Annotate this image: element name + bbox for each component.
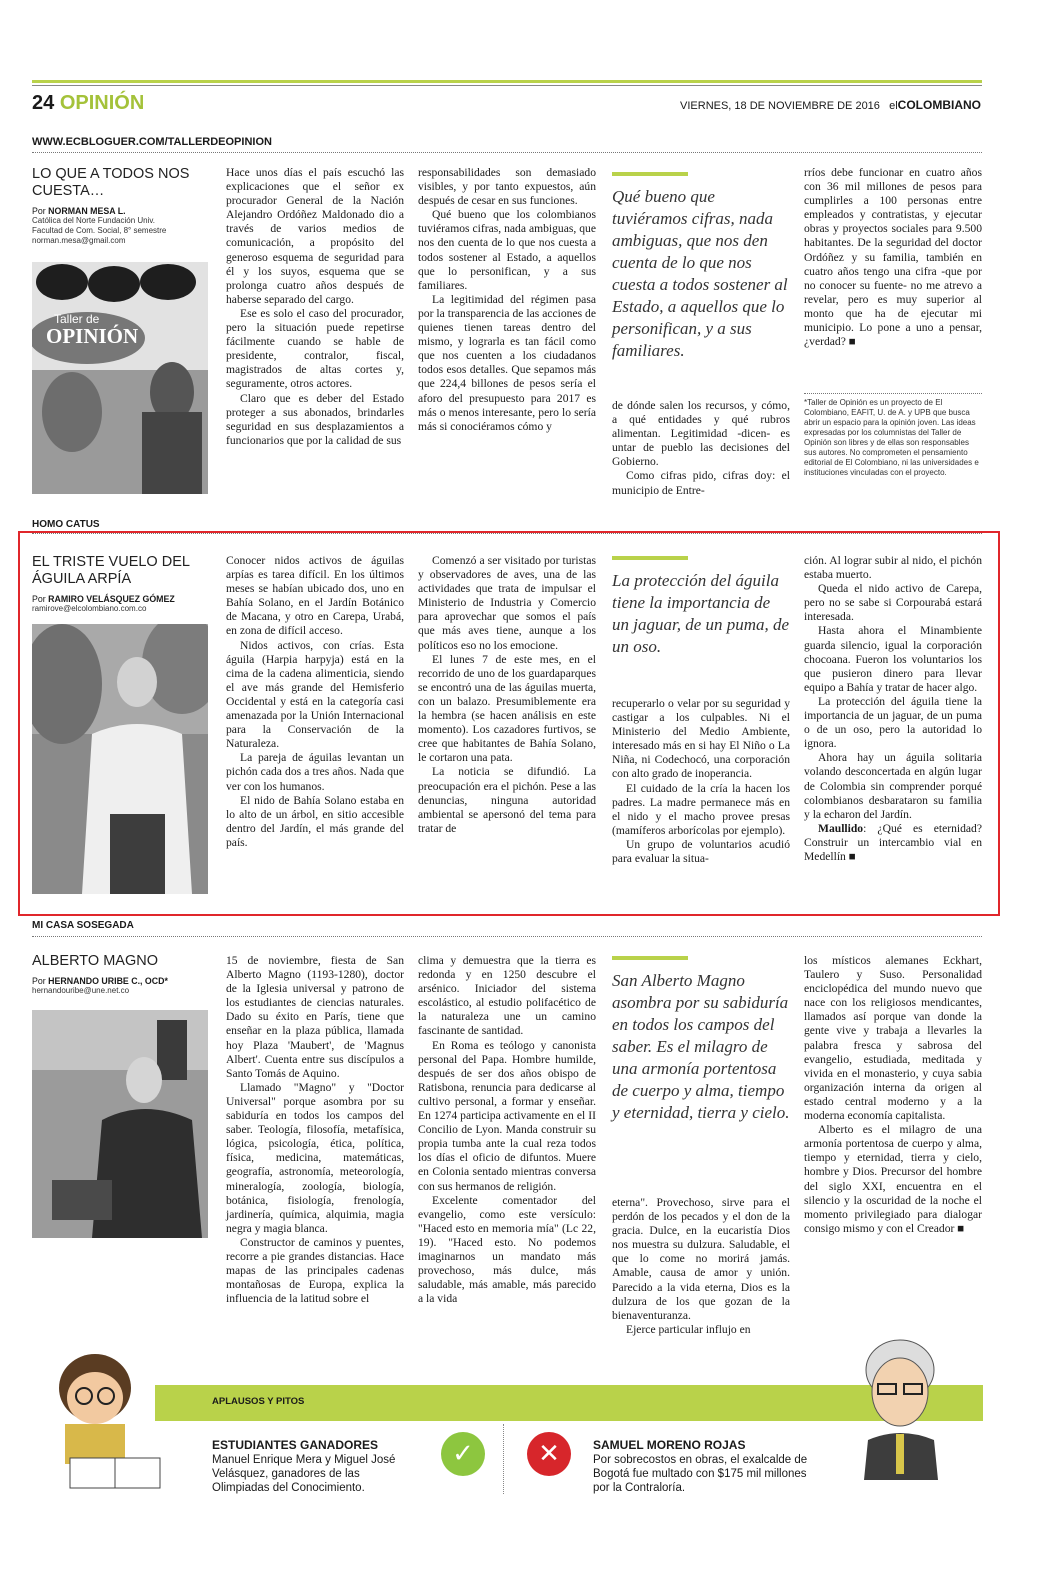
header-accent-line (32, 80, 982, 83)
speech-bubbles-icon (32, 262, 208, 494)
paragraph: de dónde salen los recursos, y cómo, a qué entidades y qué rubros alimentan. Legitimidad -dicen- es untar de pueblo las decisiones del Gobierno. (612, 399, 790, 469)
closing-paragraph (804, 822, 982, 864)
pullquote-text: San Alberto Magno asombra por su sabiduría en todos los campos del saber. Es el milagro de una armonía portentosa de cuerpo y alma, tiempo y eternidad, tierra y cielo. (612, 971, 790, 1122)
blog-url[interactable]: WWW.ECBLOGUER.COM/TALLERDEOPINION (32, 136, 272, 148)
paragraph: Ese es solo el caso del procurador, pero la situación puede repetirse fácilmente cuando se hable de presidente, contralor, fiscal, magistrados de altas cortes y, seguramente, otros actores. (226, 306, 404, 391)
paper-name: COLOMBIANO (897, 98, 981, 112)
article1-affiliation1: Católica del Norte Fundación Univ. (32, 216, 156, 225)
paragraph: Un grupo de voluntarios acudió para evaluar la situa- (612, 837, 790, 866)
applause-good-text: Manuel Enrique Mera y Miguel José Velásquez, ganadores de las Olimpiadas del Conocimiento. (212, 1454, 396, 1494)
quote-accent-bar (612, 556, 688, 560)
paragraph: La protección del águila tiene la importancia de un jaguar, de un puma o de un oso, pero la autoridad lo ignora. (804, 694, 982, 751)
applause-bad-text: Por sobrecostos en obras, el exalcalde de Bogotá fue multado con $175 mil millones por la Contraloría. (593, 1454, 808, 1494)
portrait-icon (32, 624, 208, 894)
logo-line2: OPINIÓN (46, 324, 139, 348)
author-photo (32, 1010, 208, 1238)
article2-header (32, 554, 212, 614)
author-name: RAMIRO VELÁSQUEZ GÓMEZ (48, 594, 175, 604)
paragraph: eterna". Provechoso, sirve para el perdón de los pecados y el don de la gracia. Dulce, en la eucaristía Dios nos muestra su dulzura. Saludable, el que lo come no morirá jamás. Amable, causa de amor y unión. Parecido a la vida eterna, Dios es la dulzura de los que gozan de la bienaventuranza. (612, 1196, 790, 1322)
article2-col2 (418, 554, 596, 836)
byline-prefix: Por (32, 976, 46, 986)
article1-affiliation2: Facultad de Com. Social, 8° semestre (32, 226, 167, 235)
article1-title: LO QUE A TODOS NOS CUESTA… (32, 166, 190, 199)
quote-accent-bar (612, 172, 688, 176)
divider (32, 936, 982, 937)
article1-header (32, 166, 212, 246)
article1-pullquote (612, 172, 790, 362)
article2-email[interactable]: ramirove@elcolombiano.com.co (32, 604, 147, 613)
divider (32, 152, 982, 153)
article3-pullquote (612, 956, 790, 1124)
issue-date: VIERNES, 18 DE NOVIEMBRE DE 2016 (680, 100, 880, 112)
article1-col4 (804, 166, 982, 349)
paragraph: recuperarlo o velar por su seguridad y castigar a los culpables. Ni el Ministerio del Medio Ambiente, interesado más en si hay El Niño o La Niña, ni Codechocó, una corporación con alto grado de inoperancia. (612, 697, 790, 781)
article1-col2 (418, 166, 596, 434)
portrait-icon (32, 1010, 208, 1238)
paragraph: Ejerce particular influjo en (626, 1322, 751, 1336)
article1-byline (32, 206, 212, 216)
applause-good-title: ESTUDIANTES GANADORES (212, 1438, 379, 1452)
politician-cartoon-icon (838, 1330, 968, 1500)
closing-text: : ¿Qué es eternidad? Construir un intercambio vial en Medellín ■ (804, 821, 982, 863)
applause-title: APLAUSOS Y PITOS (212, 1396, 305, 1407)
politician-cartoon (838, 1330, 968, 1500)
student-cartoon-icon (40, 1340, 170, 1490)
paragraph: El lunes 7 de este mes, en el recorrido de uno de los guardaparques se encontró una de las águilas muerta, con un balazo. Presumiblemente era la hembra (se hacen análisis en este momento). Los cazadores furtivos, se cree que habitantes de Bahía Solano, le cortaron una pata. (418, 652, 596, 765)
paragraph: Conocer nidos activos de águilas arpías es tarea difícil. En los últimos meses se habían ubicado dos, uno en Bahía Solano, en el Jardín Botánico de Macana, y otro en Carepa, Urabá, en zona de difícil acceso. (226, 554, 404, 638)
article2-title: EL TRISTE VUELO DEL ÁGUILA ARPÍA (32, 554, 190, 587)
author-name: HERNANDO URIBE C., OCD* (48, 976, 168, 986)
header-rule (32, 85, 982, 86)
article2-col4 (804, 554, 982, 864)
paper-prefix: el (889, 100, 898, 112)
page-number: 24 (32, 92, 55, 114)
paragraph: La noticia se difundió. La preocupación era el pichón. Pese a las denuncias, ninguna autoridad ambiental se apersonó del tema para tratar de (418, 765, 596, 835)
paragraph: Llamado "Magno" y "Doctor Universal" porque asombra por su sabiduría en todos los campos del saber. Teología, filosofía, metafísica, lógica, psicología, ética, política, física, medicina, matemáticas, geografía, astronomía, meteorología, mineralogía, zoología, biología, botánica, fisiología, frenología, jardinería, química, alquimia, magia negra y magia blanca. (226, 1080, 404, 1235)
applause-bad-title: SAMUEL MORENO ROJAS (593, 1438, 746, 1452)
paragraph: Ahora hay un águila solitaria volando desconcertada en algún lugar de Colombia sin comprender porqué colombianos desbarataron su familia y la echaron del Jardín. (804, 751, 982, 821)
article1-col1 (226, 166, 404, 448)
author-photo (32, 624, 208, 894)
quote-accent-bar (612, 956, 688, 960)
paragraph: Comenzó a ser visitado por turistas y observadores de aves, una de las actividades que trata de impulsar el Ministerio de Industria y Comercio para aprovechar que somos el país que más aves tiene, aunque a los políticos eso no los emocione. (418, 554, 596, 652)
paragraph: Constructor de caminos y puentes, recorre a pie grandes distancias. Hace mapas de las principales cadenas montañosas de Europa, explica la influencia de la latitud sobre el (226, 1235, 404, 1306)
header-date-brand (680, 98, 981, 112)
paragraph: Nidos activos, con crías. Esta águila (Harpia harpyja) está en la cima de la cadena alimenticia, siendo el ave más grande del Hemisferio Occidental y está en la categoría casi amenazada por la Unión Internacional para la Conservación de la Naturaleza. (226, 638, 404, 751)
article3-col1 (226, 954, 404, 1306)
paragraph: clima y demuestra que la tierra es redonda y en 1250 descubre el arsénico. Iniciador del sistema escolástico, al estudio polifacético de la naturaleza une un camino fascinante de santidad. (418, 954, 596, 1038)
article2-pullquote (612, 556, 790, 658)
author-name: NORMAN MESA L. (48, 206, 126, 216)
paragraph: Qué bueno que los colombianos tuviéramos cifras, nada ambiguas, que nos den cuenta de lo que nos cuesta a todos sostener al Estado, a aquellos que lo personifican, y a sus familiares. (418, 208, 596, 292)
cross-icon: ✕ (527, 1432, 571, 1476)
closing-label: Maullido (818, 821, 864, 835)
paragraph: Como cifras pido, cifras doy: el municipio de Entre- (612, 469, 790, 497)
article1-col3 (612, 399, 790, 498)
section-label-mi-casa: MI CASA SOSEGADA (32, 920, 134, 931)
article3-col3 (612, 1196, 790, 1337)
paragraph: La legitimidad del régimen pasa por la transparencia de las acciones de quienes tienen tareas dentro del mismo, y lograrla es tan fácil como que nos cuenten a los ciudadanos todos esos detalles. Que sepamos más que 224,4 billones de pesos sería el aforo del presupuesto para 2017 es más o menos interesante, pero lo sería más si conociéramos cómo y (418, 292, 596, 433)
byline-prefix: Por (32, 594, 46, 604)
student-cartoon (40, 1340, 170, 1490)
paragraph: Claro que es deber del Estado proteger a sus abonados, brindarles seguridad en sus desplazamientos a funcionarios que por la calidad de sus (226, 391, 404, 447)
divider (804, 393, 982, 394)
byline-prefix: Por (32, 206, 46, 216)
article2-byline (32, 594, 212, 604)
check-icon: ✓ (441, 1432, 485, 1476)
logo-line1: Taller de (54, 312, 100, 326)
paragraph: Hace unos días el país escuchó las explicaciones que el señor ex procurador General de la Nación Alejandro Ordóñez Maldonado dio a través de varios medios de comunicación, a propósito del generoso esquema de seguridad para él y los suyos, esquema que se prolonga cuatro años después de haberse separado del cargo. (226, 166, 404, 306)
paragraph: rríos debe funcionar en cuatro años con 36 mil millones de pesos para cumplirles a 100 personas entre empleados y contratistas, y ejecutar obras y proyectos sociales para 9.500 habitantes. De la seguridad del doctor Ordóñez y su familia, también en cuatro años tengo una cifra -que por no conocer su fuente- no me atrevo a revelar, pero es muy superior al monto que ha de ejecutar mi municipio. Lo pone a uno a pensar, ¿verdad? ■ (804, 166, 982, 349)
article1-footnote: *Taller de Opinión es un proyecto de El Colombiano, EAFIT, U. de A. y UPB que busca abrir un espacio para la opinión joven. Las ideas expresadas por los columnistas del Taller de Opinión son libres y de ellas son responsables sus autores. No comprometen el pensamiento editorial de El Colombiano, ni las universidades e instituciones vinculadas con el proyecto. (804, 398, 979, 477)
pullquote-text: La protección del águila tiene la importancia de un jaguar, de un puma, de un oso. (612, 571, 790, 656)
article3-col4 (804, 954, 982, 1236)
taller-opinion-logo-photo (32, 262, 208, 494)
paragraph: Queda el nido activo de Carepa, pero no se sabe si Corpourabá estará interesada. (804, 582, 982, 624)
article3-title: ALBERTO MAGNO (32, 953, 158, 969)
paragraph: El nido de Bahía Solano estaba en lo alto de un árbol, en sitio accesible dentro del Jardín, el más grande del país. (226, 793, 404, 849)
paragraph: El cuidado de la cría la hacen los padres. La madre permanece más en el nido y el macho provee presas (mamíferos arborícolas por ejemplo). (612, 781, 790, 837)
paragraph: los místicos alemanes Eckhart, Taulero y Suso. Personalidad enciclopédica del mundo nuevo que nace con los religiosos mendicantes, llamados así porque van donde la gente vive y trabaja a llevarles la palabra fresca y sabrosa del evangelio, estudiada, meditada y vivida en el monasterio, y cuya sabia organización interna da origen al estado central moderno y a la moderna economía capitalista. (804, 954, 982, 1123)
section-label-homo-catus: HOMO CATUS (32, 519, 100, 530)
paragraph: Hasta ahora el Minambiente guarda silencio, igual la corporación chocoana. Fueron los voluntarios los que pusieron dinero para llevar equipo a Bahía y tratar de hacer algo. (804, 624, 982, 694)
paragraph: La pareja de águilas levantan un pichón cada dos a tres años. Nada que ver con los humanos. (226, 751, 404, 793)
article1-email[interactable]: norman.mesa@gmail.com (32, 236, 126, 245)
article3-email[interactable]: hernandouribe@une.net.co (32, 986, 130, 995)
article3-byline (32, 976, 212, 986)
paragraph: En Roma es teólogo y canonista personal del Papa. Hombre humilde, después de ser dos años obispo de Ratisbona, renuncia para dedicarse al cultivo personal, a formar y enseñar. En 1274 participa activamente en el II Concilio de Lyon. Manda construir su propia tumba ante la cual reza todos los días el oficio de difuntos. Muere en Colonia sentado mientras conversa con sus hermanos de religión. (418, 1038, 596, 1193)
paragraph: Alberto es el milagro de una armonía portentosa de cuerpo y alma, tiempo y eternidad, tierra y cielo, hombre y Dios. Precursor del hombre del siglo XXI, encuentra en el silencio y la oscuridad de la noche el momento privilegiado para dialogar consigo mismo y con el Creador ■ (804, 1123, 982, 1235)
paragraph: Excelente comentador del evangelio, como este versículo: "Haced esto en memoria mía" (Lc 22, 19). "Haced esto. No podemos imaginarnos un mandato más provechoso, más dulce, más saludable, más amable, más parecido a la vida (418, 1193, 596, 1306)
paragraph: ción. Al lograr subir al nido, el pichón estaba muerto. (804, 554, 982, 582)
article2-col1 (226, 554, 404, 850)
paragraph: 15 de noviembre, fiesta de San Alberto Magno (1193-1280), doctor de la Iglesia universal y patrono de los estudiantes de ciencias naturales. Dado su éxito en París, tiene que enseñar en la plaza pública, llamada hoy Plaza 'Maubert', de 'Magnus Albert'. Cuenta entre sus discípulos a Santo Tomás de Aquino. (226, 954, 404, 1080)
divider (503, 1424, 504, 1494)
article2-col3 (612, 697, 790, 866)
page-header (32, 92, 144, 115)
article3-header (32, 953, 212, 996)
paragraph: responsabilidades son demasiado visibles, y por tanto expuestos, aún después de cesar en sus funciones. (418, 166, 596, 208)
section-name: OPINIÓN (59, 92, 145, 114)
pullquote-text: Qué bueno que tuviéramos cifras, nada ambiguas, que nos den cuenta de lo que nos cuesta a todos sostener al Estado, a aquellos que lo personifican, y a sus familiares. (612, 187, 788, 360)
article3-col2 (418, 954, 596, 1306)
